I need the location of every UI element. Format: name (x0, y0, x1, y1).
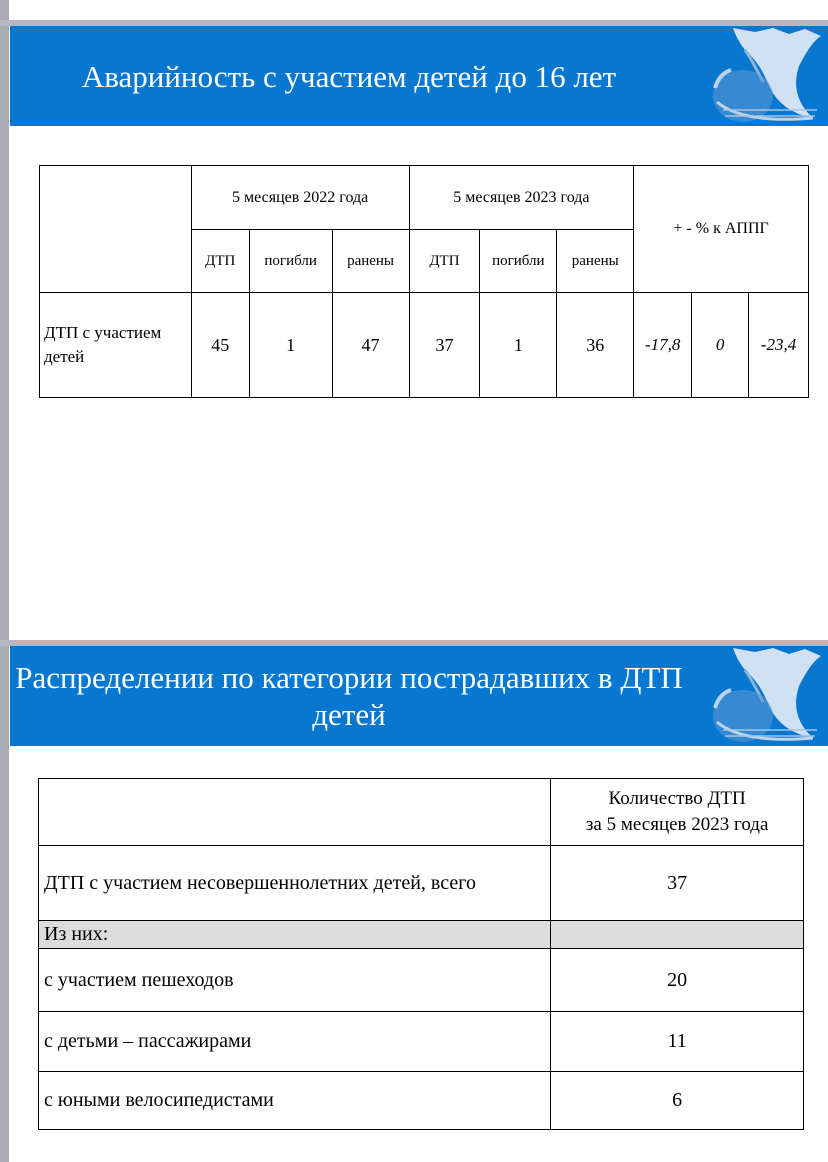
subheader-injured-2022: ранены (332, 230, 409, 293)
subheader-dtp-2023: ДТП (409, 230, 480, 293)
count-header-line1: Количество ДТП (608, 788, 746, 809)
slide1-title: Аварийность с участием детей до 16 лет (81, 58, 617, 94)
table-row (39, 949, 804, 1012)
table-row (39, 1012, 804, 1072)
category-value: 11 (551, 1012, 804, 1072)
table-row (39, 921, 804, 949)
slide2-header-banner (10, 646, 828, 746)
change-injured: -23,4 (749, 293, 809, 398)
total-value: 37 (551, 846, 804, 921)
period-2023-header: 5 месяцев 2023 года (409, 166, 634, 230)
category-value: 20 (551, 949, 804, 1012)
category-label: с юными велосипедистами (39, 1072, 551, 1130)
count-header (551, 779, 804, 846)
category-label: с детьми – пассажирами (39, 1012, 551, 1072)
accident-stats-table (39, 165, 809, 398)
value-dtp-2023: 37 (409, 293, 480, 398)
victim-category-table (38, 778, 804, 1130)
table-corner-cell (40, 166, 192, 293)
row-label: ДТП с участием детей (40, 293, 192, 398)
value-injured-2023: 36 (557, 293, 634, 398)
category-value: 6 (551, 1072, 804, 1130)
subheader-killed-2022: погибли (249, 230, 332, 293)
total-label: ДТП с участием несовершеннолетних детей, всего (39, 846, 551, 921)
table-row (39, 846, 804, 921)
slide1-header-banner (10, 26, 828, 126)
table-corner-cell (39, 779, 551, 846)
table-row (39, 1072, 804, 1130)
of-them-empty-cell (551, 921, 804, 949)
value-killed-2022: 1 (249, 293, 332, 398)
change-dtp: -17,8 (634, 293, 692, 398)
value-dtp-2022: 45 (191, 293, 249, 398)
ship-logo-icon (703, 646, 828, 746)
value-killed-2023: 1 (480, 293, 557, 398)
subheader-dtp-2022: ДТП (191, 230, 249, 293)
left-edge-strip (0, 0, 9, 1162)
slide2-title: Распределении по категории пострадавших в ДТП детей (15, 660, 683, 732)
subheader-killed-2023: погибли (480, 230, 557, 293)
table-row (40, 293, 809, 398)
subheader-injured-2023: ранены (557, 230, 634, 293)
of-them-label: Из них: (39, 921, 551, 949)
value-injured-2022: 47 (332, 293, 409, 398)
change-killed: 0 (692, 293, 749, 398)
count-header-line2: за 5 месяцев 2023 года (585, 814, 769, 835)
change-header: + - % к АППГ (634, 166, 809, 293)
category-label: с участием пешеходов (39, 949, 551, 1012)
ship-logo-icon (703, 26, 828, 126)
period-2022-header: 5 месяцев 2022 года (191, 166, 409, 230)
